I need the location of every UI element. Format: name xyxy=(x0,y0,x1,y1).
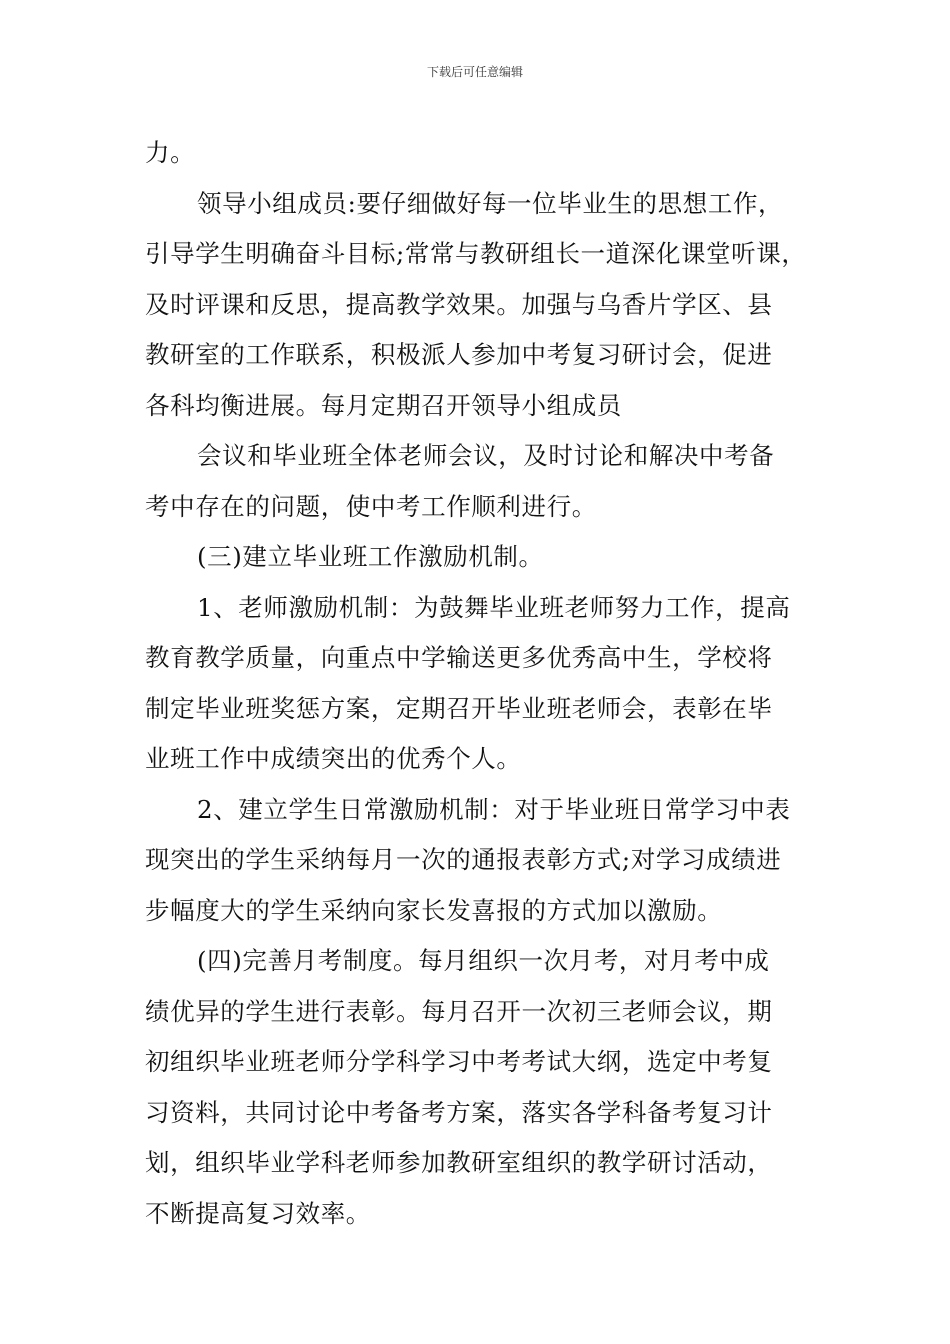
text-line: 考中存在的问题，使中考工作顺利进行。 xyxy=(145,491,597,521)
text-line: 教育教学质量，向重点中学输送更多优秀高中生，学校将 xyxy=(145,643,773,672)
text-line: 制定毕业班奖惩方案，定期召开毕业班老师会，表彰在毕 xyxy=(145,693,773,723)
section-heading: (三)建立毕业班工作激励机制。 xyxy=(197,542,544,571)
text-line: 1、老师激励机制：为鼓舞毕业班老师努力工作，提高 xyxy=(197,592,791,622)
text-line: 现突出的学生采纳每月一次的通报表彰方式;对学习成绩进 xyxy=(145,845,782,874)
text-line: 领导小组成员:要仔细做好每一位毕业生的思想工作， xyxy=(197,188,784,218)
text-line: 教研室的工作联系，积极派人参加中考复习研讨会，促进 xyxy=(145,340,773,369)
text-line: 步幅度大的学生采纳向家长发喜报的方式加以激励。 xyxy=(145,895,723,925)
text-line: 力。 xyxy=(145,138,196,167)
body-text xyxy=(145,128,810,1239)
text-line: 不断提高复习效率。 xyxy=(145,1198,371,1228)
text-line: 习资料，共同讨论中考备考方案，落实各学科备考复习计 xyxy=(145,1097,773,1127)
text-line: 会议和毕业班全体老师会议，及时讨论和解决中考备 xyxy=(197,441,775,470)
section-heading: (四)完善月考制度。每月组织一次月考，对月考中成 xyxy=(197,946,770,975)
text-line: 及时评课和反思，提高教学效果。加强与乌香片学区、县 xyxy=(145,289,773,319)
text-line: 业班工作中成绩突出的优秀个人。 xyxy=(145,744,522,773)
text-line: 各科均衡进展。每月定期召开领导小组成员 xyxy=(145,390,622,420)
text-line: 引导学生明确奋斗目标;常常与教研组长一道深化课堂听课， xyxy=(145,239,807,268)
page-header: 下载后可任意编辑 xyxy=(426,65,523,79)
text-line: 划，组织毕业学科老师参加教研室组织的教学研讨活动， xyxy=(145,1148,773,1177)
text-line: 初组织毕业班老师分学科学习中考考试大纲，选定中考复 xyxy=(145,1047,773,1076)
text-line: 绩优异的学生进行表彰。每月召开一次初三老师会议，期 xyxy=(145,996,773,1026)
text-line: 2、建立学生日常激励机制：对于毕业班日常学习中表 xyxy=(197,794,791,824)
